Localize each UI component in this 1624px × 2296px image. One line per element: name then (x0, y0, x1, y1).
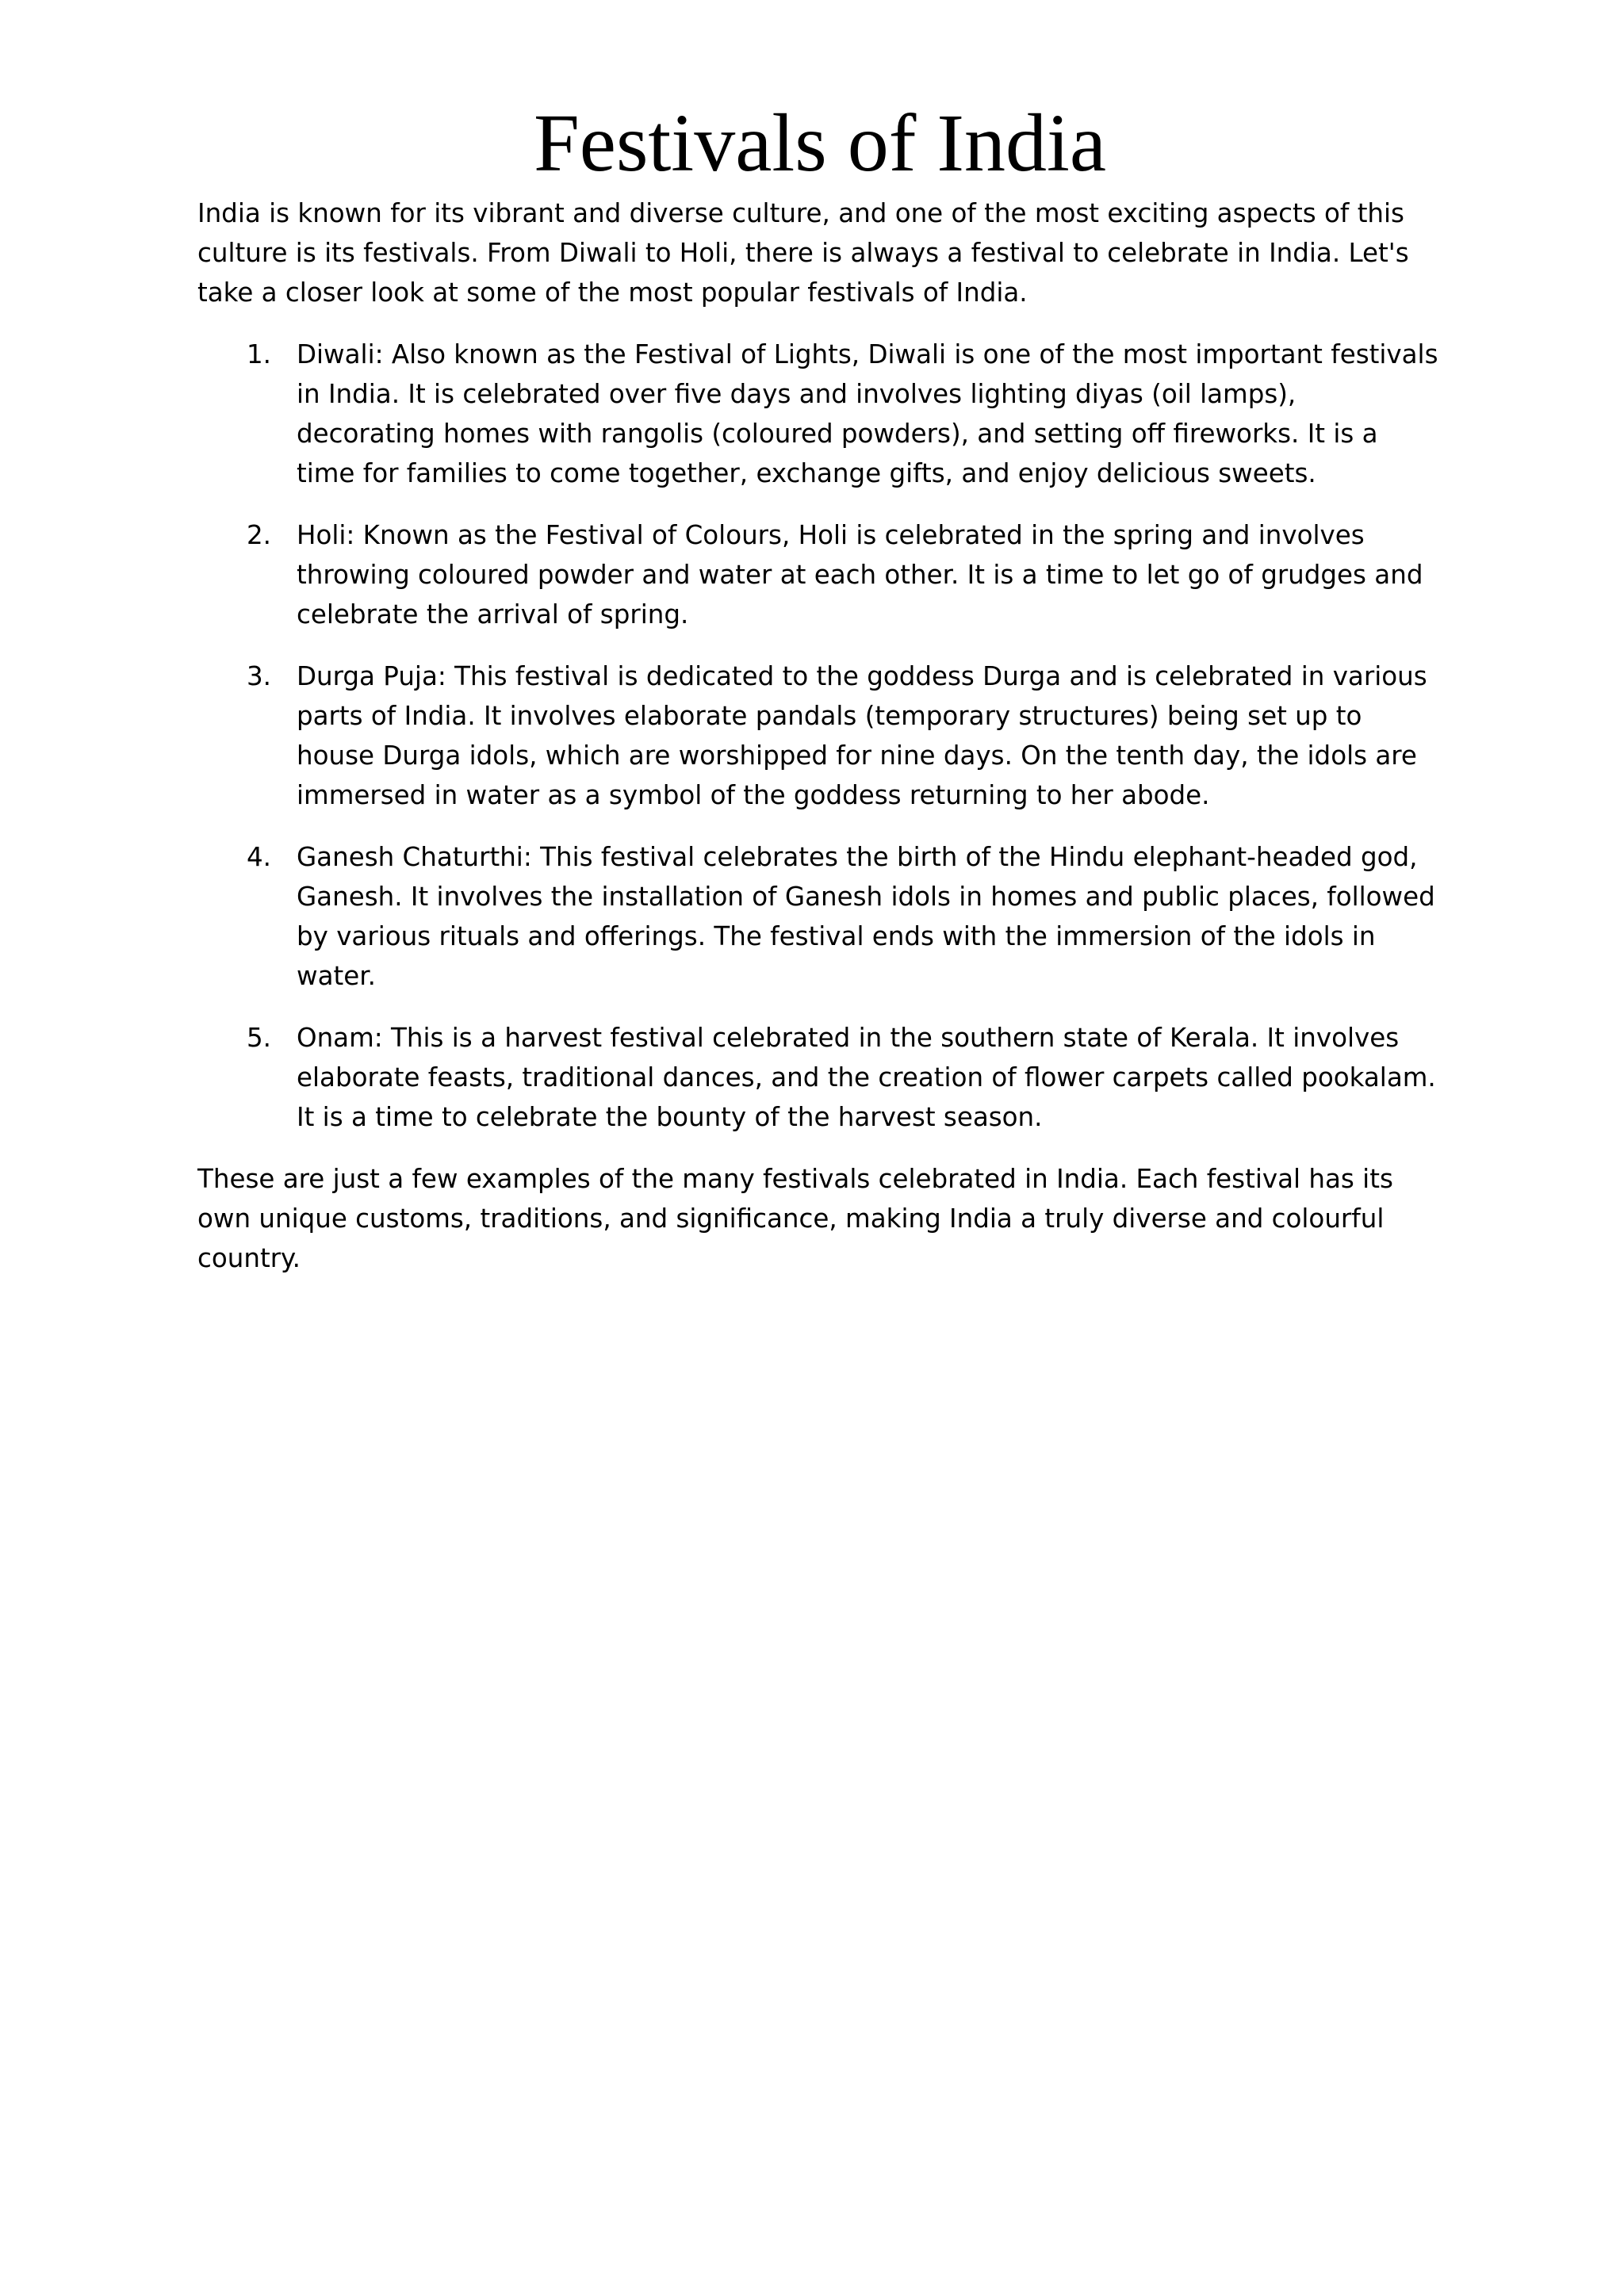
intro-paragraph: India is known for its vibrant and diverse culture, and one of the most exciting aspects of this culture is its festivals. From Diwali to Holi, there is always a festival to celebrate in India. Let's take a closer look at some of the most popular festivals of India. (197, 198, 1409, 308)
list-item (197, 335, 1442, 493)
list-item-number: 2. (247, 520, 272, 550)
festival-list (197, 335, 1442, 1137)
list-item (197, 1018, 1442, 1137)
document-content (197, 0, 1442, 1278)
list-item-number: 4. (247, 842, 272, 872)
list-item (197, 515, 1442, 634)
list-item-number: 1. (247, 339, 272, 369)
list-item-text: Ganesh Chaturthi: This festival celebrates the birth of the Hindu elephant-headed god, Ganesh. It involves the installation of Ganesh idols in homes and public places, followed by various rituals and offerings. The festival ends with the immersion of the idols in water. (297, 842, 1435, 991)
page-title: Festivals of India (533, 98, 1107, 189)
closing-paragraph: These are just a few examples of the many festivals celebrated in India. Each festival has its own unique customs, traditions, and significance, making India a truly diverse and colourful country. (197, 1164, 1393, 1273)
list-item-text: Onam: This is a harvest festival celebrated in the southern state of Kerala. It involves elaborate feasts, traditional dances, and the creation of flower carpets called pookalam. It is a time to celebrate the bounty of the harvest season. (297, 1023, 1436, 1132)
list-item-text: Diwali: Also known as the Festival of Lights, Diwali is one of the most important festivals in India. It is celebrated over five days and involves lighting diyas (oil lamps), decorating homes with rangolis (coloured powders), and setting off fireworks. It is a time for families to come together, exchange gifts, and enjoy delicious sweets. (297, 339, 1438, 488)
list-item-number: 5. (247, 1023, 272, 1053)
list-item (197, 837, 1442, 996)
list-item (197, 656, 1442, 815)
list-item-text: Holi: Known as the Festival of Colours, Holi is celebrated in the spring and involves throwing coloured powder and water at each other. It is a time to let go of grudges and celebrate the arrival of spring. (297, 520, 1423, 629)
list-item-text: Durga Puja: This festival is dedicated to the goddess Durga and is celebrated in various parts of India. It involves elaborate pandals (temporary structures) being set up to house Durga idols, which are worshipped for nine days. On the tenth day, the idols are immersed in water as a symbol of the goddess returning to her abode. (297, 661, 1427, 810)
list-item-number: 3. (247, 661, 272, 691)
